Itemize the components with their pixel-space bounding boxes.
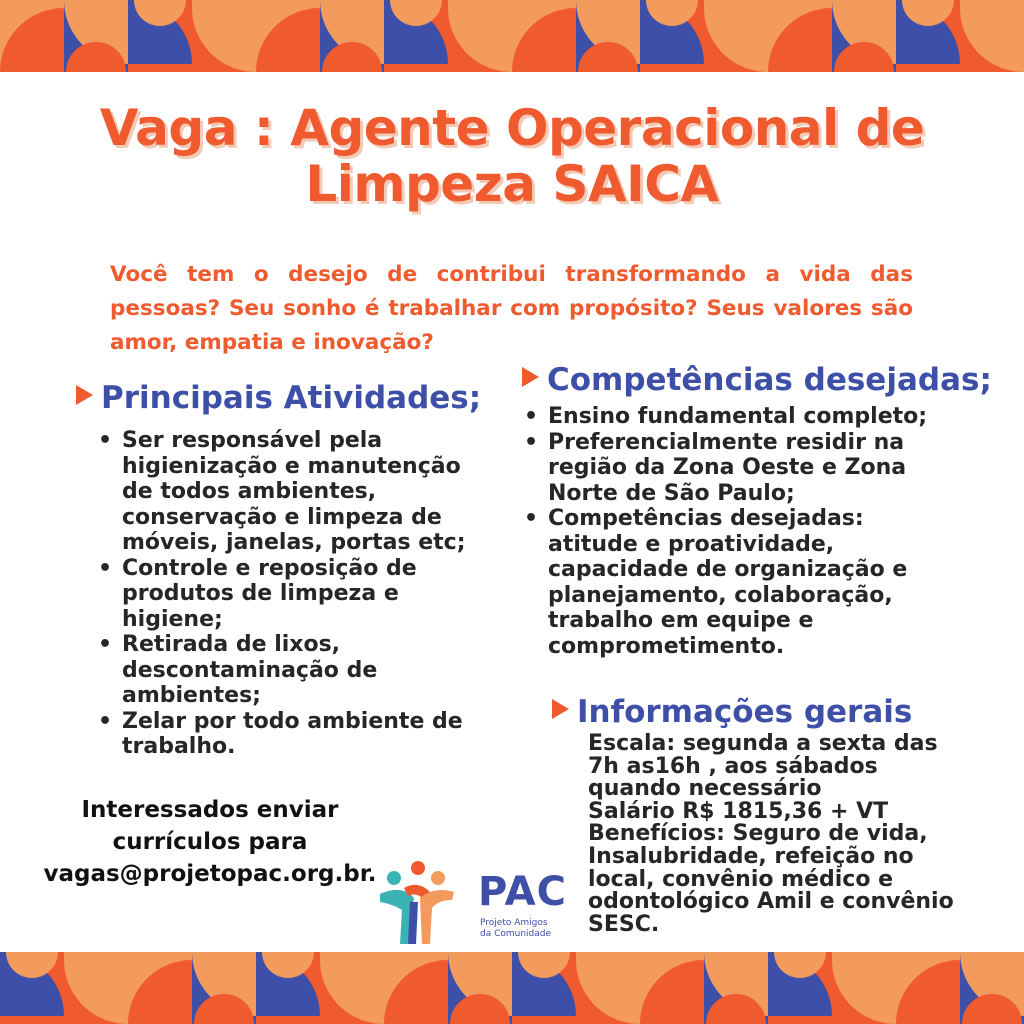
triangle-bullet-icon bbox=[76, 385, 93, 405]
logo-subtitle-line-1: Projeto Amigos bbox=[480, 918, 548, 928]
top-pattern-band bbox=[0, 0, 1024, 72]
geometric-pattern-icon bbox=[0, 0, 1024, 72]
competencias-list bbox=[522, 404, 942, 659]
page-title bbox=[0, 100, 1024, 212]
contact-line-2: currículos para bbox=[112, 829, 308, 855]
bottom-pattern-band bbox=[0, 952, 1024, 1024]
informacoes-heading-text: Informações gerais bbox=[577, 694, 913, 730]
section-heading-competencias bbox=[522, 362, 992, 398]
intro-paragraph: Você tem o desejo de contribui transformando a vida das pessoas? Seu sonho é trabalhar com propósito? Seus valores são amor, empatia e inovação? bbox=[110, 262, 913, 355]
competencias-heading-text: Competências desejadas; bbox=[547, 362, 992, 398]
people-logo-icon bbox=[372, 858, 472, 948]
contact-block bbox=[30, 794, 390, 890]
list-item: • Competências desejadas: atitude e proatividade, capacidade de organização e planejamento, colaboração, trabalho em equipe e comprometimento. bbox=[522, 506, 942, 659]
logo-name: PAC bbox=[478, 869, 567, 915]
atividades-heading-text: Principais Atividades; bbox=[101, 380, 482, 416]
informacoes-text: Escala: segunda a sexta das 7h as16h , aos sábados quando necessário Salário R$ 1815,36 + VT Benefícios: Seguro de vida, Insalubridade, refeição no local, convênio médico e odontológico Amil e convênio SESC. bbox=[588, 731, 954, 937]
logo-subtitle-line-2: da Comunidade bbox=[480, 929, 552, 939]
list-item: • Ser responsável pela higienização e manutenção de todos ambientes, conservação e limpeza de móveis, janelas, portas etc; bbox=[96, 428, 476, 556]
title-line-1: Vaga : Agente Operacional de bbox=[99, 99, 925, 157]
contact-line-1: Interessados enviar bbox=[81, 797, 339, 823]
contact-email[interactable]: vagas@projetopac.org.br. bbox=[43, 861, 377, 887]
pac-logo bbox=[372, 858, 582, 948]
section-heading-atividades bbox=[76, 380, 481, 416]
list-item: • Ensino fundamental completo; bbox=[522, 404, 942, 430]
list-item: • Zelar por todo ambiente de trabalho. bbox=[96, 709, 476, 760]
triangle-bullet-icon bbox=[552, 699, 569, 719]
list-item: • Controle e reposição de produtos de limpeza e higiene; bbox=[96, 556, 476, 633]
list-item: • Retirada de lixos, descontaminação de ambientes; bbox=[96, 632, 476, 709]
logo-subtitle bbox=[480, 918, 580, 940]
title-line-2: Limpeza SAICA bbox=[305, 155, 719, 213]
list-item: • Preferencialmente residir na região da Zona Oeste e Zona Norte de São Paulo; bbox=[522, 430, 942, 507]
section-heading-informacoes bbox=[552, 694, 912, 730]
triangle-bullet-icon bbox=[522, 367, 539, 387]
geometric-pattern-icon bbox=[0, 952, 1024, 1024]
atividades-list bbox=[96, 428, 476, 760]
